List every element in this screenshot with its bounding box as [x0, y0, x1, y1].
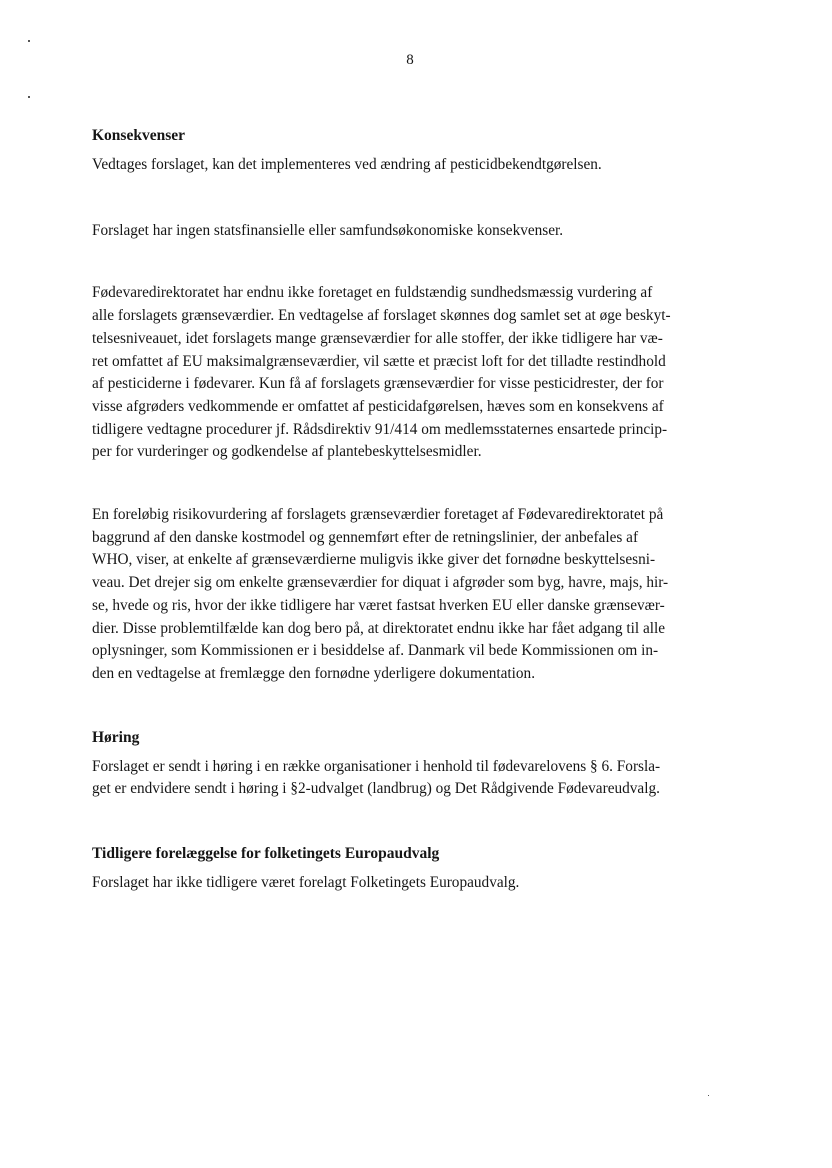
page-number: 8	[406, 52, 414, 68]
text-line: af pesticiderne i fødevarer. Kun få af forslagets grænseværdier for visse pesticidrester, der for	[92, 375, 664, 393]
text-line: den en vedtagelse at fremlægge den fornødne yderligere dokumentation.	[92, 664, 536, 682]
section-heading-konsekvenser: Konsekvenser	[92, 127, 185, 144]
text-line: alle forslagets grænseværdier. En vedtagelse af forslaget skønnes dog samlet set at øge beskyt-	[92, 307, 671, 325]
text-line: En foreløbig risikovurdering af forslagets grænseværdier foretaget af Fødevaredirektoratet på	[92, 506, 664, 524]
scan-speck-top	[28, 40, 30, 42]
paragraph-hearing	[92, 756, 732, 801]
paragraph-implementation	[92, 154, 732, 177]
text-line: WHO, viser, at enkelte af grænseværdierne muligvis ikke giver det fornødne beskyttelsesni-	[92, 551, 656, 569]
text-line: visse afgrøders vedkommende er omfattet af pesticidafgørelsen, hæves som en konsekvens af	[92, 397, 664, 415]
section-heading-horing: Høring	[92, 728, 140, 746]
text-line: veau. Det drejer sig om enkelte grænseværdier for diquat i afgrøder som byg, havre, majs, hir-	[92, 574, 669, 592]
text-line: Forslaget er sendt i høring i en række organisationer i henhold til fødevarelovens § 6. Forsla-	[92, 757, 661, 775]
text-line: per for vurderinger og godkendelse af plantebeskyttelsesmidler.	[92, 443, 482, 461]
text-line: telsesniveauet, idet forslagets mange grænseværdier for alle stoffer, der ikke tidligere har væ-	[92, 329, 663, 347]
paragraph-health-assessment	[92, 282, 732, 464]
text-line: Forslaget har ingen statsfinansielle eller samfundsøkonomiske konsekvenser.	[92, 221, 564, 239]
document-body	[92, 126, 732, 895]
scan-speck-middle	[28, 96, 30, 98]
text-line: Fødevaredirektoratet har endnu ikke foretaget en fuldstændig sundhedsmæssig vurdering af	[92, 284, 653, 302]
section-heading-previous-submission: Tidligere forelæggelse for folketingets Europaudvalg	[92, 845, 440, 863]
text-line: Forslaget har ikke tidligere været forelagt Folketingets Europaudvalg.	[92, 874, 520, 892]
paragraph-economic-consequences	[92, 220, 732, 243]
text-line: Vedtages forslaget, kan det implementeres ved ændring af pesticidbekendtgørelsen.	[92, 156, 602, 173]
text-line: oplysninger, som Kommissionen er i besiddelse af. Danmark vil bede Kommissionen om in-	[92, 642, 659, 660]
text-line: baggrund af den danske kostmodel og gennemført efter de retningslinier, der anbefales af	[92, 528, 639, 546]
paragraph-risk-assessment	[92, 504, 732, 686]
text-line: get er endvidere sendt i høring i §2-udvalget (landbrug) og Det Rådgivende Fødevareudvalg.	[92, 780, 660, 798]
text-line: tidligere vedtagne procedurer jf. Rådsdirektiv 91/414 om medlemsstaternes ensartede princip-	[92, 420, 668, 438]
text-line: ret omfattet af EU maksimalgrænseværdier, vil sætte et præcist loft for det tilladte restindhold	[92, 352, 666, 370]
text-line: se, hvede og ris, hvor der ikke tidligere har været fastsat hverken EU eller danske grænsevær-	[92, 596, 665, 614]
text-line: dier. Disse problemtilfælde kan dog bero på, at direktoratet endnu ikke har fået adgang til alle	[92, 619, 666, 637]
paragraph-previous-submission	[92, 872, 732, 895]
scan-speck-bottom	[708, 1095, 709, 1096]
